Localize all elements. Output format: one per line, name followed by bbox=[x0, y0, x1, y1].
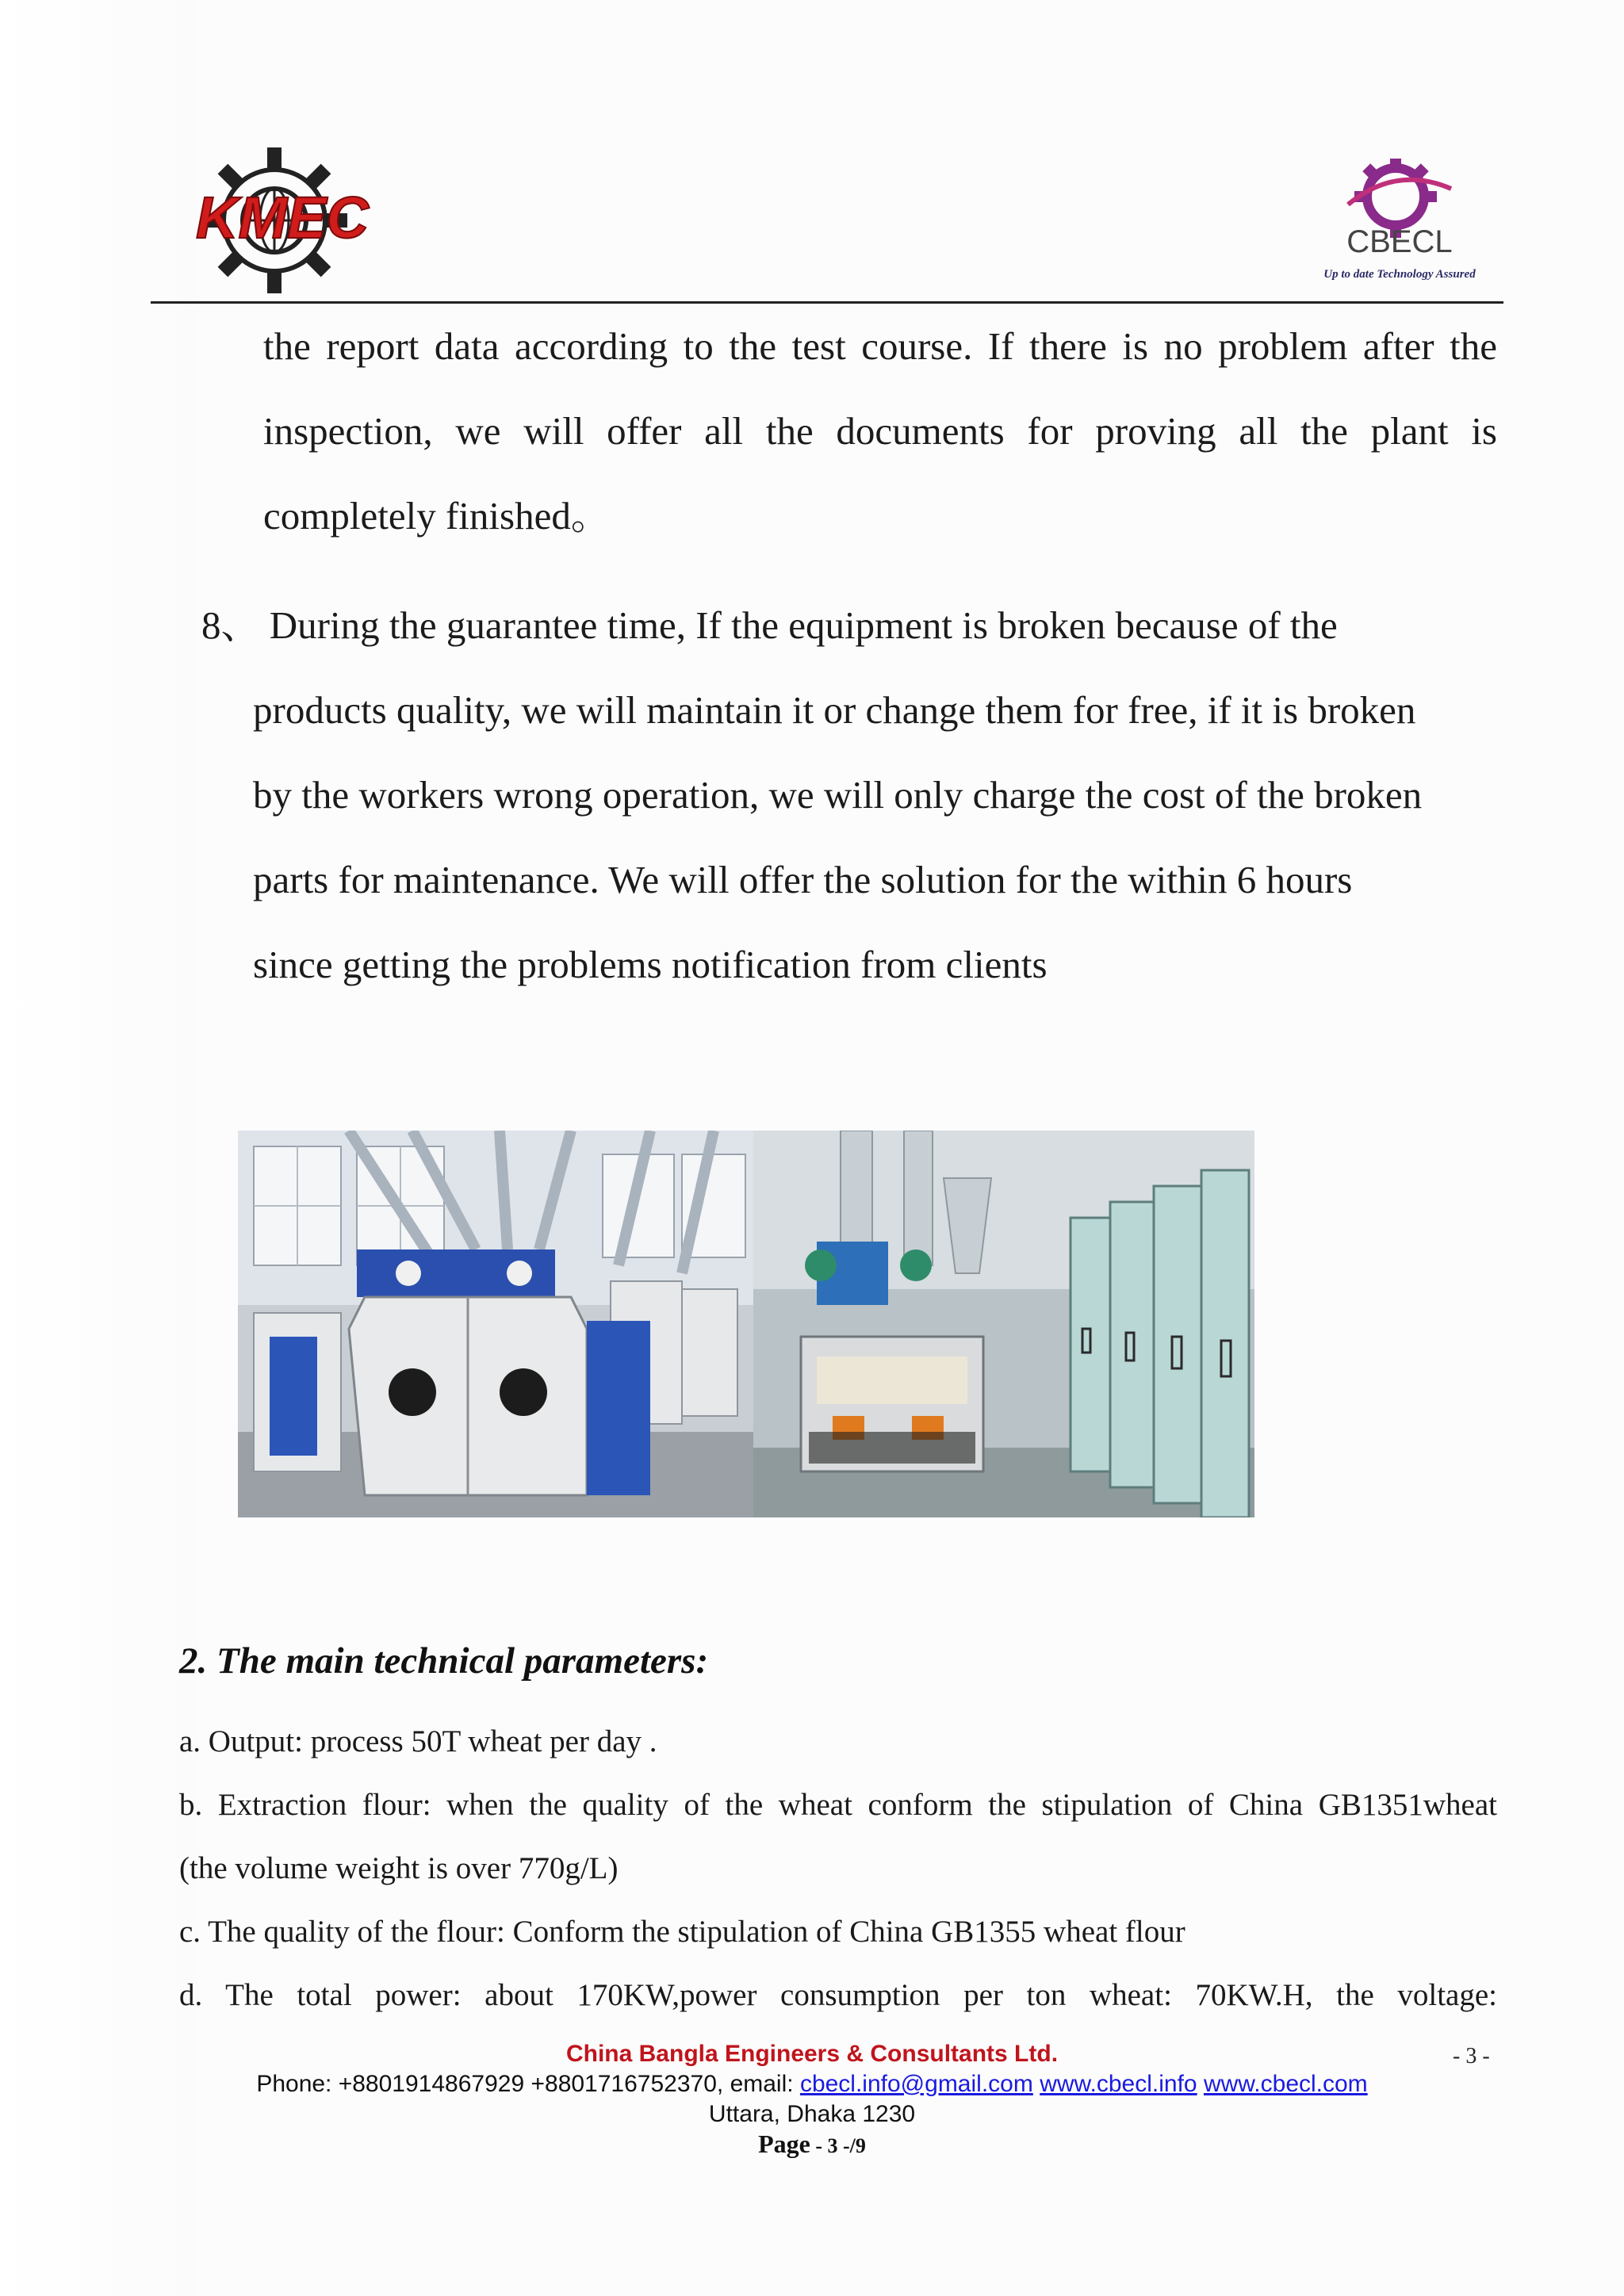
paragraph-line: completely finished。 bbox=[263, 494, 610, 538]
svg-text:KMEC: KMEC bbox=[196, 185, 369, 251]
item-line: parts for maintenance. We will offer the solution for the within 6 hours bbox=[253, 858, 1353, 901]
kmec-logo bbox=[155, 141, 409, 300]
plansifter-photo bbox=[753, 1131, 1254, 1517]
page-marker: - 3 - bbox=[1453, 2044, 1490, 2068]
svg-text:CBECL: CBECL bbox=[1346, 224, 1453, 259]
cbecl-logo bbox=[1300, 159, 1499, 285]
website-link-info[interactable]: www.cbecl.info bbox=[1040, 2071, 1197, 2097]
email-link[interactable]: cbecl.info@gmail.com bbox=[799, 2071, 1033, 2097]
svg-text:Up to date Technology Assured: Up to date Technology Assured bbox=[1323, 268, 1476, 281]
page-label: Page bbox=[758, 2130, 810, 2158]
item-line: products quality, we will maintain it or change them for free, if it is broken bbox=[253, 688, 1416, 732]
guarantee-item-8 bbox=[201, 583, 1502, 1007]
spec-flour-quality: c. The quality of the flour: Conform the stipulation of China GB1355 wheat flour bbox=[179, 1915, 1185, 1949]
footer-page-number bbox=[0, 2130, 1624, 2159]
paragraph-line: the report data according to the test course. If there is no problem after the bbox=[263, 324, 1497, 368]
page-margin-shade bbox=[0, 0, 198, 2296]
website-link-com[interactable]: www.cbecl.com bbox=[1203, 2071, 1368, 2097]
paragraph-line: inspection, we will offer all the documents for proving all the plant is bbox=[263, 409, 1497, 453]
footer-company-name: China Bangla Engineers & Consultants Ltd. bbox=[565, 2041, 1059, 2067]
spec-output: a. Output: process 50T wheat per day . bbox=[179, 1724, 657, 1758]
footer-contact bbox=[0, 2071, 1624, 2098]
item-line: since getting the problems notification from clients bbox=[253, 943, 1048, 986]
section-heading: 2. The main technical parameters: bbox=[179, 1640, 709, 1682]
spec-line: b. Extraction flour: when the quality of the wheat conform the stipulation of China GB1351wheat bbox=[179, 1788, 1497, 1822]
spec-line: d. The total power: about 170KW,power consumption per ton wheat: 70KW.H, the voltage: bbox=[179, 1978, 1497, 2012]
item-line: by the workers wrong operation, we will only charge the cost of the broken bbox=[253, 773, 1423, 817]
spec-line: (the volume weight is over 770g/L) bbox=[179, 1851, 619, 1885]
spec-total-power bbox=[179, 1964, 1497, 2027]
item-line: 8、 During the guarantee time, If the equipment is broken because of the bbox=[201, 603, 1338, 647]
footer-address: Uttara, Dhaka 1230 bbox=[708, 2101, 916, 2127]
footer-phone: Phone: +8801914867929 +8801716752370, email: bbox=[256, 2071, 800, 2097]
inspection-paragraph bbox=[263, 304, 1497, 558]
roller-mill-photo bbox=[238, 1131, 753, 1517]
spec-extraction bbox=[179, 1774, 1497, 1900]
page-count: - 3 -/9 bbox=[810, 2134, 866, 2157]
